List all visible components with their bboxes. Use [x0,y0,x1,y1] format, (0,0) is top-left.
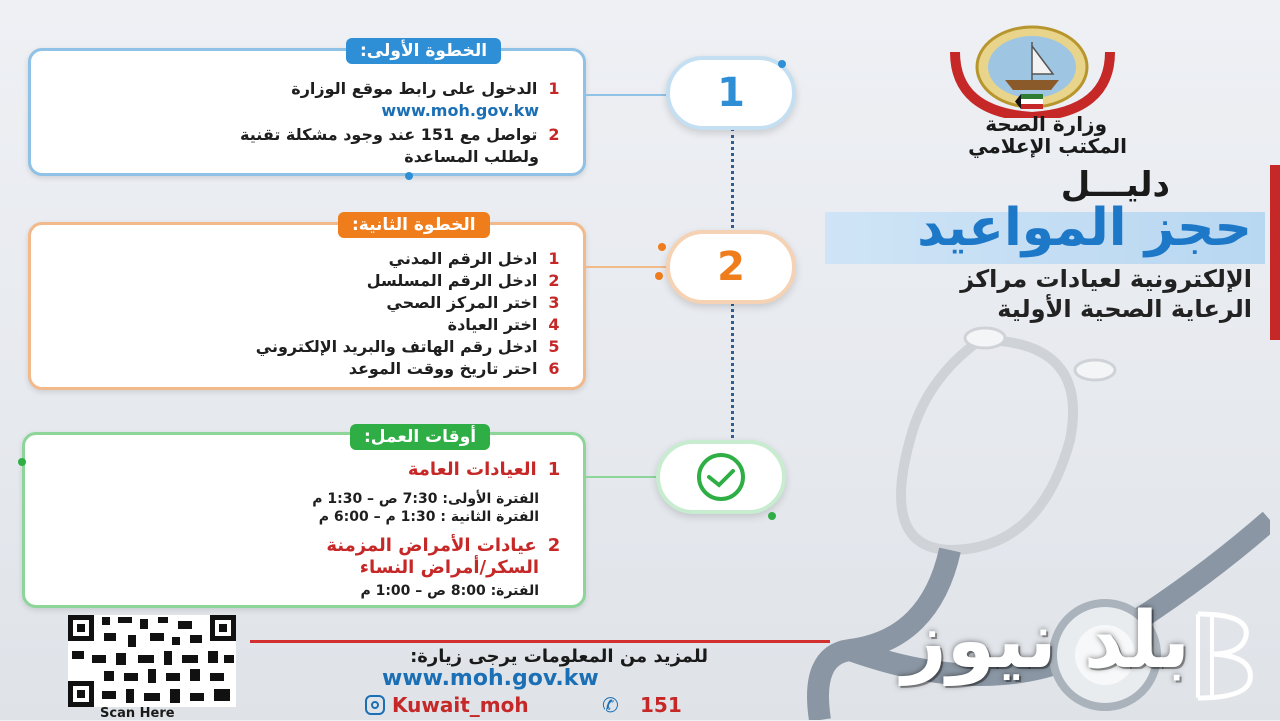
step1-dot [778,60,786,68]
step2-item-4-number: 4 [548,315,560,334]
step2-item-1 [389,249,565,268]
step2-circle-number: 2 [717,244,745,290]
hours-card [22,432,586,608]
step1-website-link[interactable]: www.moh.gov.kw [381,101,539,120]
step2-item-2-text: ادخل الرقم المسلسل [366,271,538,290]
step1-item-2-text: تواصل مع 151 عند وجود مشكلة تقنية [240,125,538,144]
hours-circle [656,440,786,514]
step2-item-5-text: ادخل رقم الهاتف والبريد الإلكتروني [255,337,538,356]
step1-item-link[interactable] [381,101,539,120]
step1-item-1 [291,79,565,98]
qr-code[interactable] [68,615,236,707]
step2-item-1-text: ادخل الرقم المدني [388,249,538,268]
hours-dot [18,458,26,466]
hours-clinic2-name-1: عيادات الأمراض المزمنة [326,535,537,556]
step2-item-6-number: 6 [548,359,560,378]
step1-card-dot [405,172,413,180]
hours-clinic2-number: 2 [547,535,561,556]
step2-item-3-text: اختر المركز الصحي [386,293,538,312]
watermark-logo [1188,608,1260,704]
hours-clinic1-name: العيادات العامة [407,459,537,480]
hours-clinic1 [408,459,565,480]
title-subtitle-2: الرعاية الصحية الأولية [997,295,1252,323]
step2-dot [658,243,666,251]
title-booking: حجز المواعيد [917,198,1252,258]
footer-website-link[interactable]: www.moh.gov.kw [382,666,599,691]
scan-here-label: Scan Here [100,706,175,721]
step2-connector [586,266,666,268]
watermark-text: بلد نيوز [901,596,1190,686]
hours-tag: أوقات العمل: [350,424,490,450]
step1-item-2-cont-text: ولطلب المساعدة [404,147,539,166]
hours-clinic2 [326,535,565,556]
step1-item-2-cont [404,147,539,166]
ministry-name: وزارة الصحة [985,112,1107,136]
title-guide: دليـــل [1060,165,1170,205]
title-subtitle-1: الإلكترونية لعيادات مراكز [960,265,1252,293]
step2-item-3 [386,293,565,312]
step2-circle [666,230,796,304]
hours-clinic1-period2: الفترة الثانية : 1:30 م – 6:00 م [318,509,539,525]
step2-item-5 [256,337,565,356]
hours-clinic1-number: 1 [547,459,561,480]
step1-item-1-text: الدخول على رابط موقع الوزارة [291,79,538,98]
step1-circle-number: 1 [717,70,745,116]
hours-dot-2 [768,512,776,520]
step2-item-3-number: 3 [548,293,560,312]
step2-item-5-number: 5 [548,337,560,356]
instagram-handle[interactable]: Kuwait_moh [392,693,529,717]
step2-item-4 [448,315,565,334]
more-info-text: للمزيد من المعلومات يرجى زيارة: [410,646,708,667]
footer-divider [250,640,830,643]
step2-item-4-text: اختر العيادة [447,315,538,334]
step2-dot-2 [655,272,663,280]
hotline-number[interactable]: 151 [640,693,682,717]
step1-item-1-number: 1 [548,79,560,98]
step1-tag: الخطوة الأولى: [346,38,501,64]
ministry-emblem [945,22,1120,118]
hours-clinic1-period1: الفترة الأولى: 7:30 ص – 1:30 م [312,491,539,507]
hours-clinic2-name-2: السكر/أمراض النساء [359,557,539,578]
instagram-icon [365,695,385,715]
title-accent-bar [1270,165,1280,340]
step2-item-6-text: احتر تاريخ ووقت الموعد [348,359,538,378]
step1-circle [666,56,796,130]
hours-connector [586,476,656,478]
media-office-name: المكتب الإعلامي [968,134,1127,158]
step1-connector [586,94,666,96]
clock-icon [689,451,753,503]
step2-item-2-number: 2 [548,271,560,290]
hours-clinic2-period: الفترة: 8:00 ص – 1:00 م [360,583,539,599]
step1-item-2 [240,125,565,144]
step2-item-2 [367,271,565,290]
step1-item-2-number: 2 [548,125,560,144]
step2-card [28,222,586,390]
step2-item-6 [349,359,565,378]
step1-card [28,48,586,176]
step2-item-1-number: 1 [548,249,560,268]
phone-icon: ✆ [602,693,619,717]
step2-tag: الخطوة الثانية: [338,212,490,238]
